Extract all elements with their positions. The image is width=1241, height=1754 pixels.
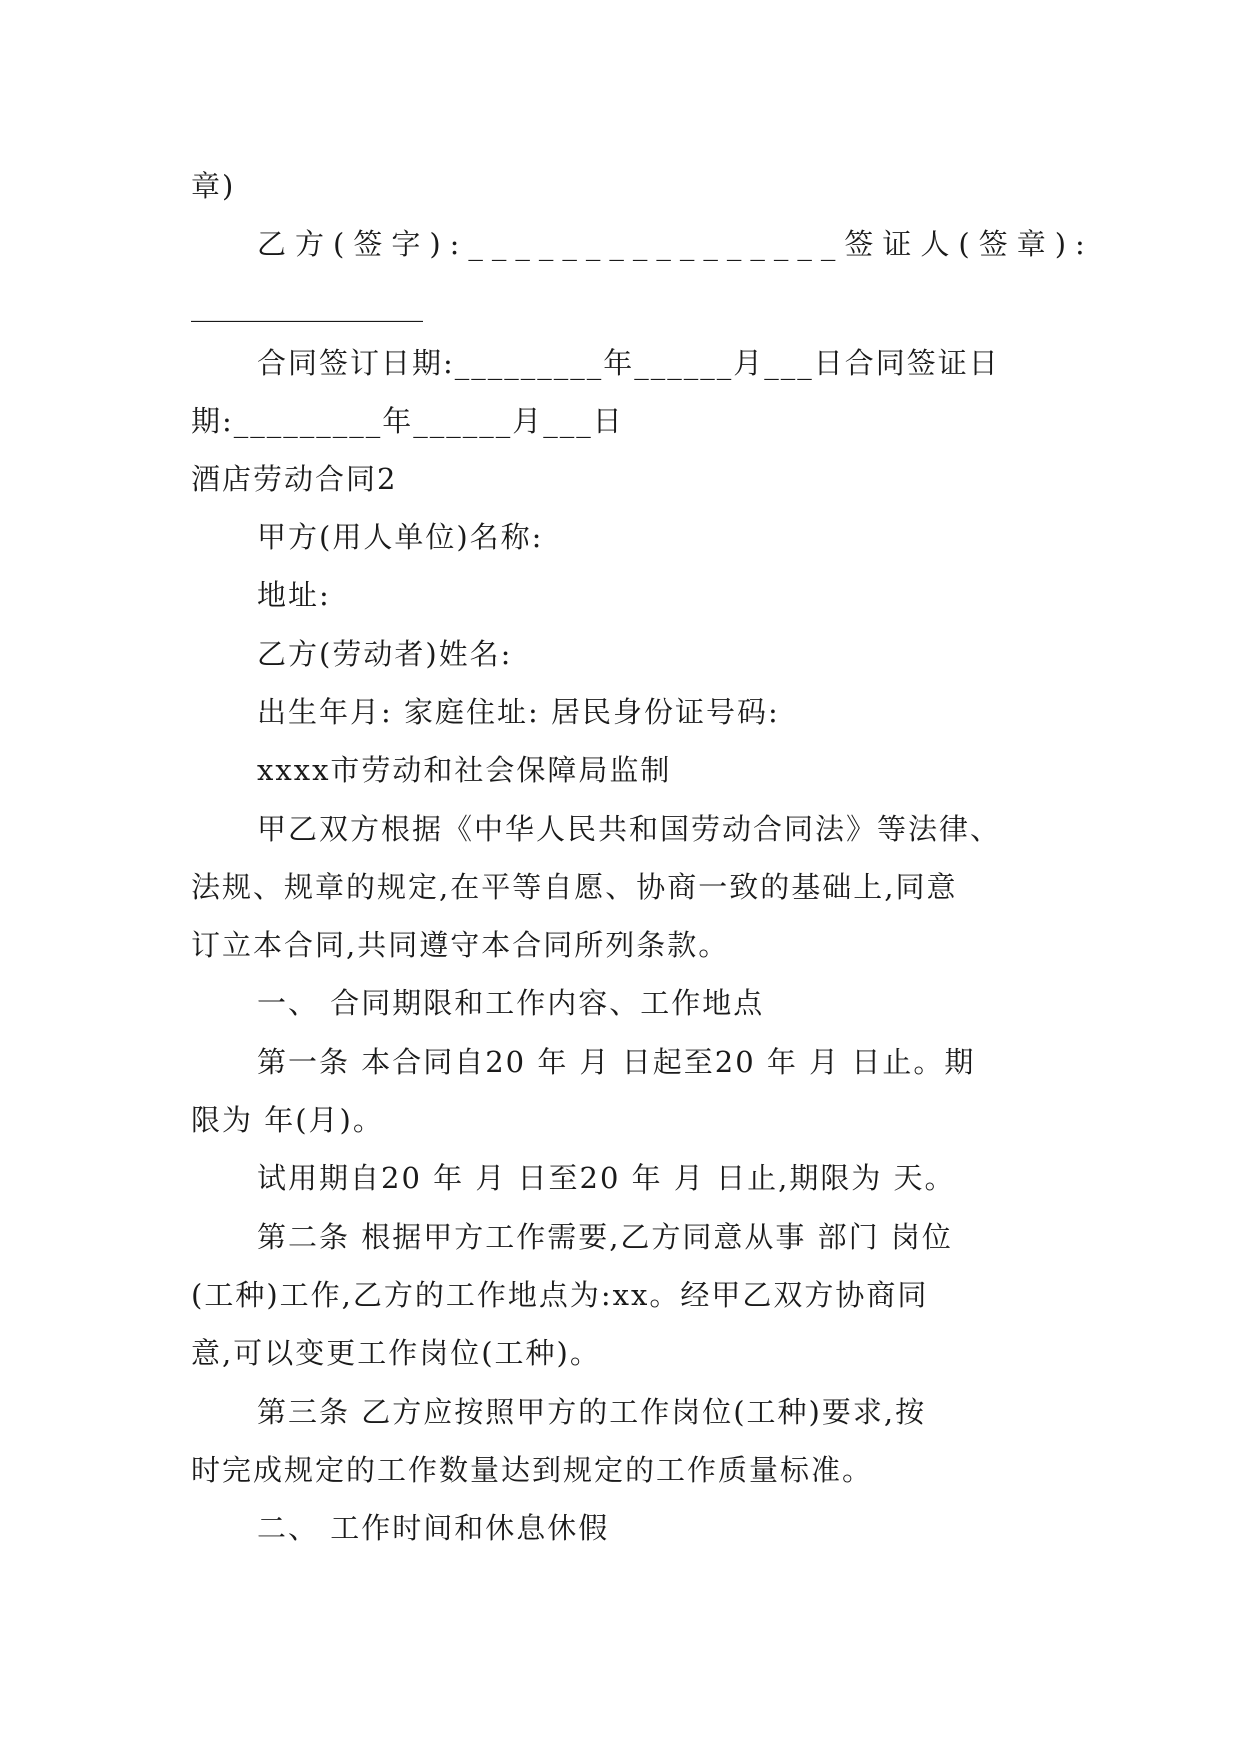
- text-line-personal-info: 出生年月: 家庭住址: 居民身份证号码:: [257, 695, 780, 729]
- text-line-article-2c: 意,可以变更工作岗位(工种)。: [191, 1336, 601, 1370]
- text-line-probation: 试用期自20 年 月 日至20 年 月 日止,期限为 天。: [257, 1161, 956, 1195]
- text-line-article-3b: 时完成规定的工作数量达到规定的工作质量标准。: [191, 1453, 874, 1487]
- text-line-article-1a: 第一条 本合同自20 年 月 日起至20 年 月 日止。期: [257, 1045, 976, 1079]
- text-line-verification-date: 期:_________年______月___日: [191, 404, 624, 438]
- text-line-party-b-signature: 乙方(签字):________________签证人(签章):: [257, 227, 1094, 261]
- text-line-supervisor: xxxx市劳动和社会保障局监制: [257, 753, 672, 787]
- text-line-preamble-2: 法规、规章的规定,在平等自愿、协商一致的基础上,同意: [191, 870, 958, 904]
- text-line-party-b-name: 乙方(劳动者)姓名:: [257, 637, 513, 671]
- text-line-signature-blank: ________________: [191, 288, 423, 322]
- text-line-seal-end: 章): [191, 169, 236, 203]
- text-line-article-1b: 限为 年(月)。: [191, 1103, 384, 1137]
- text-line-address: 地址:: [257, 578, 331, 612]
- section-heading-2: 二、 工作时间和休息休假: [257, 1511, 610, 1545]
- text-line-article-3a: 第三条 乙方应按照甲方的工作岗位(工种)要求,按: [257, 1395, 927, 1429]
- text-line-preamble-3: 订立本合同,共同遵守本合同所列条款。: [191, 928, 730, 962]
- text-line-preamble-1: 甲乙双方根据《中华人民共和国劳动合同法》等法律、: [257, 812, 1002, 846]
- document-title: 酒店劳动合同2: [191, 462, 398, 496]
- text-line-party-a-name: 甲方(用人单位)名称:: [257, 520, 544, 554]
- text-line-article-2a: 第二条 根据甲方工作需要,乙方同意从事 部门 岗位: [257, 1220, 953, 1254]
- section-heading-1: 一、 合同期限和工作内容、工作地点: [257, 986, 765, 1020]
- text-line-article-2b: (工种)工作,乙方的工作地点为:xx。经甲乙双方协商同: [191, 1278, 929, 1312]
- text-line-contract-date: 合同签订日期:_________年______月___日合同签证日: [257, 346, 1000, 380]
